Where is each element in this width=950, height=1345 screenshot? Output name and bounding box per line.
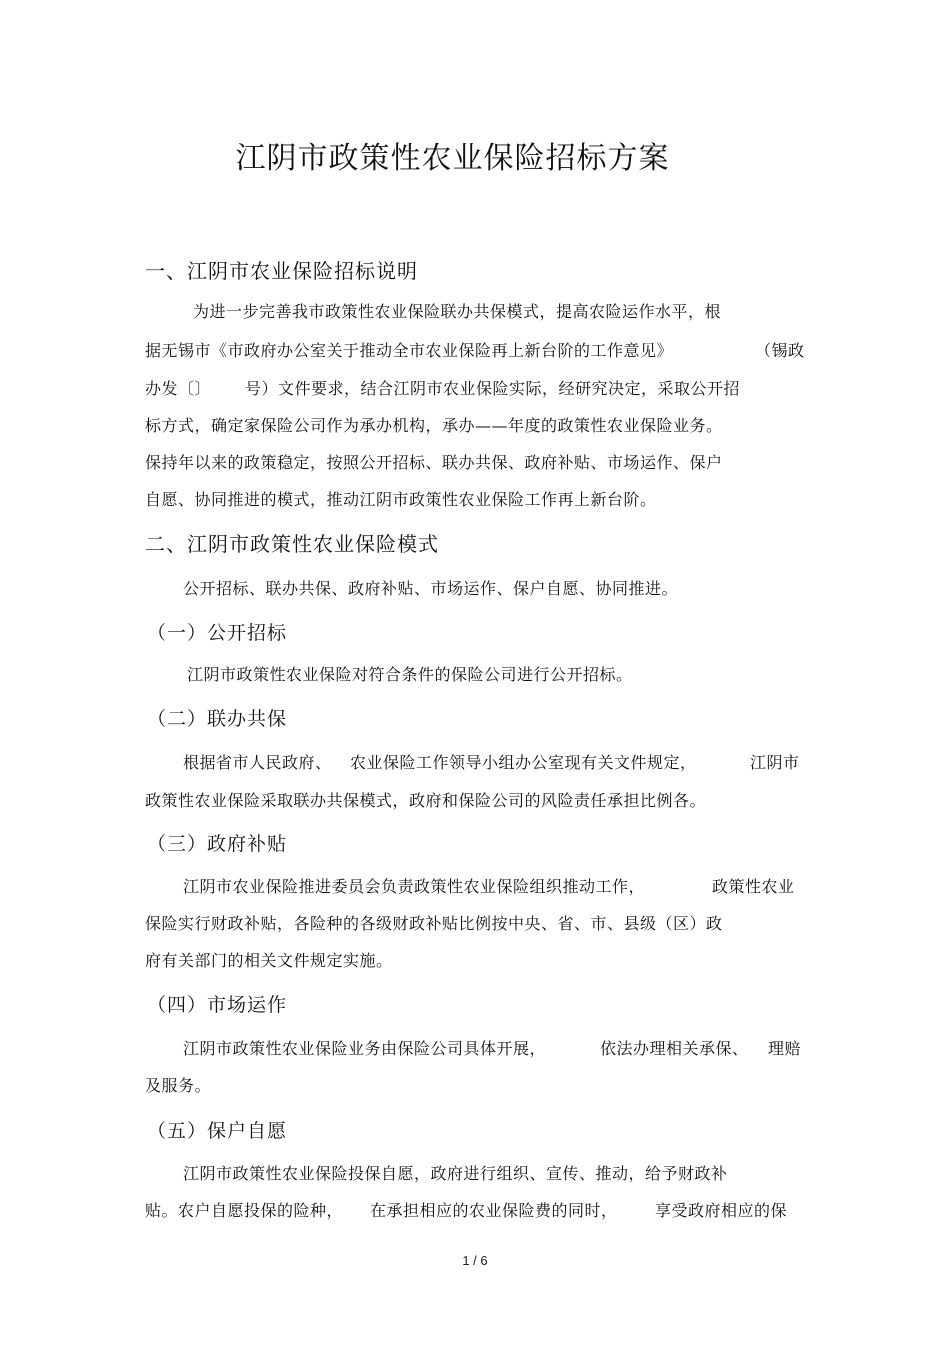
subsection-heading-2: （二）联办共保 <box>147 708 288 730</box>
page-number: 1 / 6 <box>462 1253 488 1268</box>
paragraph-line: 自愿、协同推进的模式，推动江阴市政策性农业保险工作再上新台阶。 <box>145 490 657 509</box>
paragraph-line: 江阴市政策性农业保险对符合条件的保险公司进行公开招标。 <box>187 665 633 684</box>
paragraph-line: 及服务。 <box>145 1076 212 1095</box>
subsection-heading-4: （四）市场运作 <box>147 994 288 1016</box>
subsection-heading-3: （三）政府补贴 <box>147 833 288 855</box>
subsection-heading-5: （五）保户自愿 <box>147 1120 288 1142</box>
paragraph-line: （锡政 <box>755 341 805 360</box>
paragraph-line: 根据省市人民政府、 <box>183 753 332 772</box>
paragraph-line: 依法办理相关承保、 <box>600 1039 749 1058</box>
paragraph-line: 在承担相应的农业保险费的同时， <box>370 1201 618 1220</box>
paragraph-line: 政策性农业 <box>712 877 795 896</box>
paragraph-line: 号）文件要求，结合江阴市农业保险实际，经研究决定，采取公开招 <box>245 379 741 398</box>
paragraph-line: 政策性农业保险采取联办共保模式，政府和保险公司的风险责任承担比例各。 <box>145 791 707 810</box>
paragraph-line: 享受政府相应的保 <box>655 1201 788 1220</box>
paragraph-line: 办发〔〕 <box>145 379 212 398</box>
paragraph-line: 贴。农户自愿投保的险种， <box>145 1201 344 1220</box>
paragraph-line: 府有关部门的相关文件规定实施。 <box>145 951 393 970</box>
paragraph-line: 保持年以来的政策稳定，按照公开招标、联办共保、政府补贴、市场运作、保户 <box>145 453 723 472</box>
paragraph-line: 江阴市 <box>750 753 800 772</box>
paragraph-line: 江阴市农业保险推进委员会负责政策性农业保险组织推动工作， <box>183 877 646 896</box>
paragraph-line: 江阴市政策性农业保险投保自愿，政府进行组织、宣传、推动，给予财政补 <box>183 1164 728 1183</box>
paragraph-line: 标方式，确定家保险公司作为承办机构，承办——年度的政策性农业保险业务。 <box>145 416 723 435</box>
paragraph-line: 公开招标、联办共保、政府补贴、市场运作、保户自愿、协同推进。 <box>183 579 679 598</box>
paragraph-line: 江阴市政策性农业保险业务由保险公司具体开展， <box>183 1039 547 1058</box>
section-heading-2: 二、江阴市政策性农业保险模式 <box>145 532 439 556</box>
subsection-heading-1: （一）公开招标 <box>147 622 288 644</box>
section-heading-1: 一、江阴市农业保险招标说明 <box>145 259 418 283</box>
paragraph-line: 为进一步完善我市政策性农业保险联办共保模式，提高农险运作水平，根 <box>193 302 722 321</box>
paragraph-line: 据无锡市《市政府办公室关于推动全市农业保险再上新台阶的工作意见》 <box>145 341 674 360</box>
paragraph-line: 理赔 <box>768 1039 802 1058</box>
paragraph-line: 农业保险工作领导小组办公室现有关文件规定， <box>350 753 697 772</box>
paragraph-line: 保险实行财政补贴，各险种的各级财政补贴比例按中央、省、市、县级（区）政 <box>145 914 723 933</box>
document-title: 江阴市政策性农业保险招标方案 <box>235 141 670 176</box>
